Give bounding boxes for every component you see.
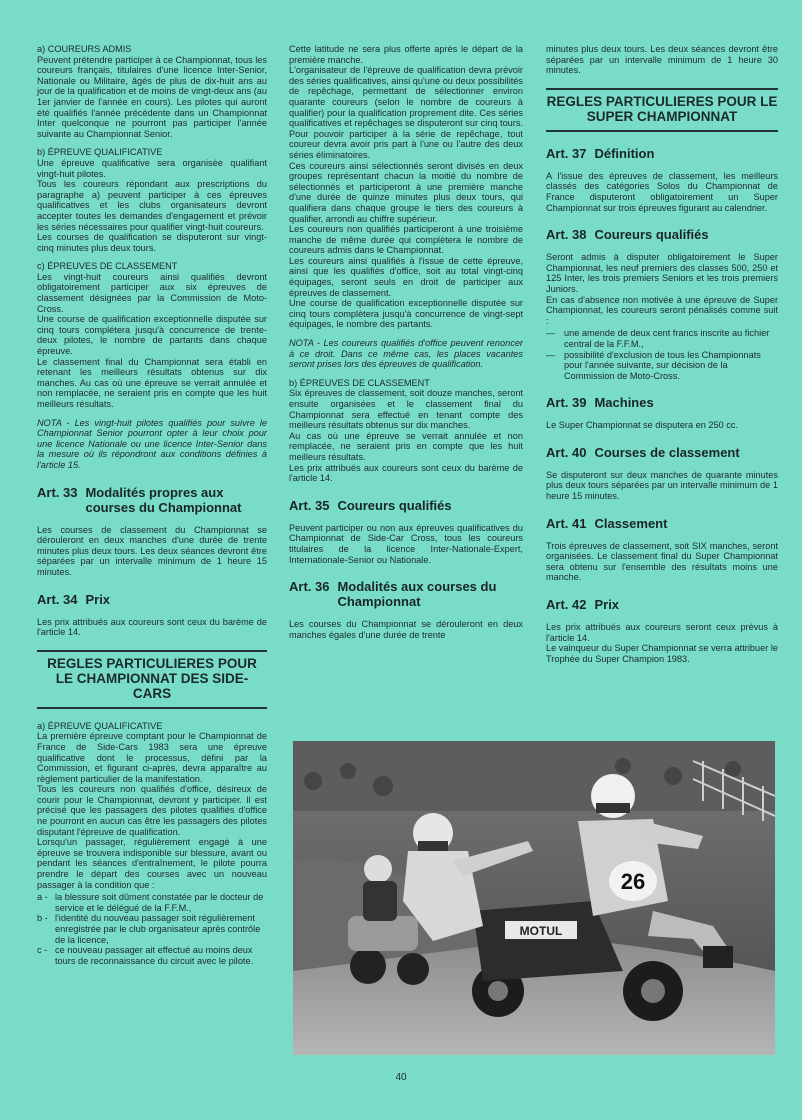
article-title: Classement (594, 515, 668, 531)
list-item (37, 913, 267, 945)
paragraph: minutes plus deux tours. Les deux séances devront être séparées par un intervalle minimum de 1 heure 30 minutes. (546, 44, 778, 76)
article-34-heading (37, 592, 267, 607)
list-marker: a - (37, 892, 48, 903)
section-heading: a) ÉPREUVE QUALIFICATIVE (37, 720, 163, 731)
list-text: la blessure soit dûment constatée par le docteur de service et le délégué de la F.F.M., (55, 892, 264, 913)
column-middle (289, 44, 523, 648)
penalties-list (546, 328, 778, 381)
article-title: Modalités propres aux courses du Championnat (85, 484, 242, 515)
article-title: Coureurs qualifiés (594, 227, 709, 243)
list-marker: — (546, 349, 556, 360)
nota-note: NOTA - Les coureurs qualifiés d'office peuvent renoncer à ce droit. Dans ce même cas, les places vacantes seront prises lors des épreuves de qualification. (289, 338, 523, 370)
paragraph: Trois épreuves de classement, soit SIX manches, seront organisées. Le classement final du Super Championnat sera obtenu sur l'ensemble des résultats moins une manche. (546, 540, 778, 583)
paragraph: Peuvent participer ou non aux épreuves qualificatives du Championnat de Side-Car Cross, tous les coureurs titulaires de la licence Inter-Nationale-Expert, Internationale-Senior ou Nationale. (289, 522, 523, 565)
motul-logo: MOTUL (519, 924, 563, 938)
article-33-heading (37, 485, 267, 515)
nota-note: NOTA - Les vingt-huit pilotes qualifiés pour suivre le Championnat Senior pourront opter à leur choix pour une licence Nationale ou une licence Inter-Senior dans la mesure où ils répondront aux conditions définies à l'article 15. (37, 417, 267, 470)
page-number: 40 (395, 1072, 407, 1083)
list-item (37, 892, 267, 913)
list-item (37, 945, 267, 966)
article-40-heading (546, 445, 778, 460)
article-title: Modalités aux courses du Championnat (337, 579, 497, 610)
list-item (546, 350, 778, 382)
article-number: Art. 34 (37, 591, 78, 607)
column-right (546, 44, 778, 672)
article-number: Art. 41 (546, 515, 587, 531)
list-text: ce nouveau passager ait effectué au moins deux tours de reconnaissance du circuit avec le pilote. (55, 945, 254, 966)
article-37-heading (546, 146, 778, 161)
article-number: Art. 35 (289, 497, 330, 513)
article-36-heading (289, 579, 523, 609)
article-title: Courses de classement (594, 444, 740, 460)
list-text: une amende de deux cent francs inscrite au fichier central de la F.F.M., (564, 328, 770, 349)
paragraph: Seront admis à disputer obligatoirement le Super Championnat, les neuf premiers des classes 500, 250 et 125 Inter, les trois premiers Seniors et les trois premiers Juniors. En cas d'absence non motivée à une épreuve de Super Championnat, les coureurs seront pénalisés comme suit : (546, 252, 778, 326)
paragraph: A l'issue des épreuves de classement, les meilleurs classés des catégories Solos du Championnat de France disputeront obligatoirement un Super Championnat sur trois épreuves figurant au calendrier. (546, 170, 778, 213)
conditions-list (37, 892, 267, 966)
article-41-heading (546, 516, 778, 531)
article-number: Art. 36 (289, 579, 330, 595)
article-title: Coureurs qualifiés (337, 497, 452, 513)
sidecar-photo-illustration (293, 741, 775, 1055)
article-title: Prix (594, 597, 620, 613)
section-heading: c) ÉPREUVES DE CLASSEMENT (37, 261, 178, 272)
article-number: Art. 40 (546, 444, 587, 460)
article-number: Art. 39 (546, 395, 587, 411)
article-title: Machines (594, 395, 654, 411)
section-heading: b) ÉPREUVES DE CLASSEMENT (289, 377, 430, 388)
list-marker: c - (37, 945, 48, 956)
super-championnat-rules-title: REGLES PARTICULIERES POUR LE SUPER CHAMPIONNAT (546, 88, 778, 132)
paragraph: Une épreuve qualificative sera organisée qualifiant vingt-huit pilotes. Tous les coureurs répondant aux prescriptions du paragraphe a) peuvent participer à ces épreuves qualificatives et les clubs organisateurs devront accepter toutes les demandes d'engagement et prévoir les séries nécessaires pour qualifier vingt-huit coureurs. Les courses de qualification se disputeront sur vingt-cinq minutes plus deux tours. (37, 157, 267, 253)
paragraph: Les vingt-huit coureurs ainsi qualifiés devront obligatoirement participer aux six épreuves de classement désignées par la Commission de Moto-Cross. Une course de qualification exceptionnelle disputée sur cinq tours complétera jusqu'à concurrence de trente-deux pilotes, le nombre de partants dans chaque épreuve. Le classement final du Championnat sera établi en retenant les meilleurs résultats obtenus sur dix manches. Au cas où une épreuve se verrait annulée et non remplacée, ne seraient pris en compte que les huit meilleurs résultats. (37, 271, 267, 409)
sidecar-race-photo (293, 741, 775, 1055)
column-left (37, 44, 267, 972)
paragraph: Cette latitude ne sera plus offerte après le départ de la première manche. L'organisateur de l'épreuve de qualification devra prévoir des séries qualificatives, ainsi qu'une ou deux possibilités de repêchage, permettant de sélectionner environ quarante coureurs (selon le nombre de coureurs à qualifier) pour la qualification proprement dite. Ces séries qualificatives et repêchages se disputeront sur cinq tours. Pour pouvoir participer à la série de repêchage, tout coureur devra avoir pris part à l'une ou l'autre des deux séries éliminatoires. Ces coureurs ainsi sélectionnés seront divisés en deux groupes représentant chacun la moitié du nombre de sélectionnés et participeront à une première manche d'une durée de quinze minutes plus deux tours, qui qualifiera dans chaque groupe le tiers des coureurs à qualifier, arrondi au chiffre supérieur. Les coureurs non qualifiés participeront à une troisième manche de même durée qui complètera le nombre de coureurs admis dans le Championnat. Les coureurs ainsi qualifiés à l'issue de cette épreuve, ainsi que les qualifiés d'office, soit au total vingt-cinq équipages, seront seuls en droit de participer aux épreuves de classement. Une course de qualification exceptionnelle disputée sur cinq tours complètera jusqu'à concurrence de vingt-sept équipages, le nombre des partants. (289, 44, 523, 330)
side-cars-rules-title: REGLES PARTICULIERES POUR LE CHAMPIONNAT DES SIDE-CARS (37, 650, 267, 709)
paragraph: Six épreuves de classement, soit douze manches, seront ensuite organisées et le classement final du Championnat sera effectué en tenant compte des meilleurs résultats obtenus sur dix manches. Au cas où une épreuve se verrait annulée et non remplacée, ne seraient pris en compte que les huit meilleurs résultats. Les prix attribués aux coureurs sont ceux du barème de l'article 14. (289, 388, 523, 484)
paragraph: Les courses du Championnat se dérouleront en deux manches égales d'une durée de trente (289, 619, 523, 640)
paragraph: Les prix attribués aux coureurs sont ceux du barème de l'article 14. (37, 616, 267, 638)
article-39-heading (546, 395, 778, 410)
article-number: Art. 38 (546, 227, 587, 243)
list-marker: — (546, 328, 556, 339)
article-35-heading (289, 498, 523, 513)
article-number: Art. 37 (546, 145, 587, 161)
paragraph: La première épreuve comptant pour le Championnat de France de Side-Cars 1983 sera une épreuve qualificative dont le processus, défini par la Commission, et figurant ci-après, devra apparaître au règlement particulier de la manifestation. Tous les coureurs non qualifiés d'office, désireux de courir pour le Championnat, devront y participer. Il est précisé que les passagers des pilotes qualifiés d'office ne pourront en aucun cas être les passagers des pilotes disputant l'épreuve de qualification. Lorsqu'un passager, régulièrement engagé à une épreuve se trouvera indisponible sur blessure, avant ou pendant les séances d'entraînement, le pilote pourra prendre le départ des courses avec un nouveau passager à la condition que : (37, 731, 267, 890)
paragraph: Le Super Championnat se disputera en 250 cc. (546, 420, 739, 431)
section-heading: b) ÉPREUVE QUALIFICATIVE (37, 147, 163, 158)
paragraph: Se disputeront sur deux manches de quarante minutes plus deux tours séparées par un intervalle minimum de 1 heure 15 minutes. (546, 469, 778, 502)
paragraph: Peuvent prétendre participer à ce Championnat, tous les coureurs français, titulaires d'une licence Inter-Senior, Nationale ou Militaire, âgés de plus de dix-huit ans au jour de la qualification et de moins de vingt-deux ans (au 1er janvier de l'année en cours). Les pilotes qui auront été qualifiés l'année précédente dans un Championnat Inter quelconque ne pourront pas participer l'année suivante au Championnat Senior. (37, 54, 267, 139)
article-number: Art. 42 (546, 597, 587, 613)
paragraph: Les courses de classement du Championnat se dérouleront en deux manches d'une durée de trente minutes plus deux tours. Les deux séances devront être séparées par un intervalle minimum de 1 heure 15 minutes. (37, 524, 267, 577)
article-number: Art. 33 (37, 484, 78, 500)
article-title: Définition (594, 145, 655, 161)
list-marker: b - (37, 913, 48, 924)
section-heading: a) COUREURS ADMIS (37, 44, 132, 54)
list-text: l'identité du nouveau passager soit régulièrement enregistrée par le club organisateur après contrôle de la licence, (55, 913, 261, 945)
list-text: possibilité d'exclusion de tous les Championnats pour l'année suivante, sur décision de la Commission de Moto-Cross. (564, 349, 761, 381)
race-number: 26 (620, 869, 646, 894)
article-title: Prix (85, 591, 111, 607)
list-item (546, 328, 778, 349)
article-42-heading (546, 597, 778, 612)
article-38-heading (546, 227, 778, 242)
paragraph: Les prix attribués aux coureurs seront ceux prévus à l'article 14. Le vainqueur du Super Championnat se verra attribuer le Trophée du Super Champion 1983. (546, 622, 778, 664)
